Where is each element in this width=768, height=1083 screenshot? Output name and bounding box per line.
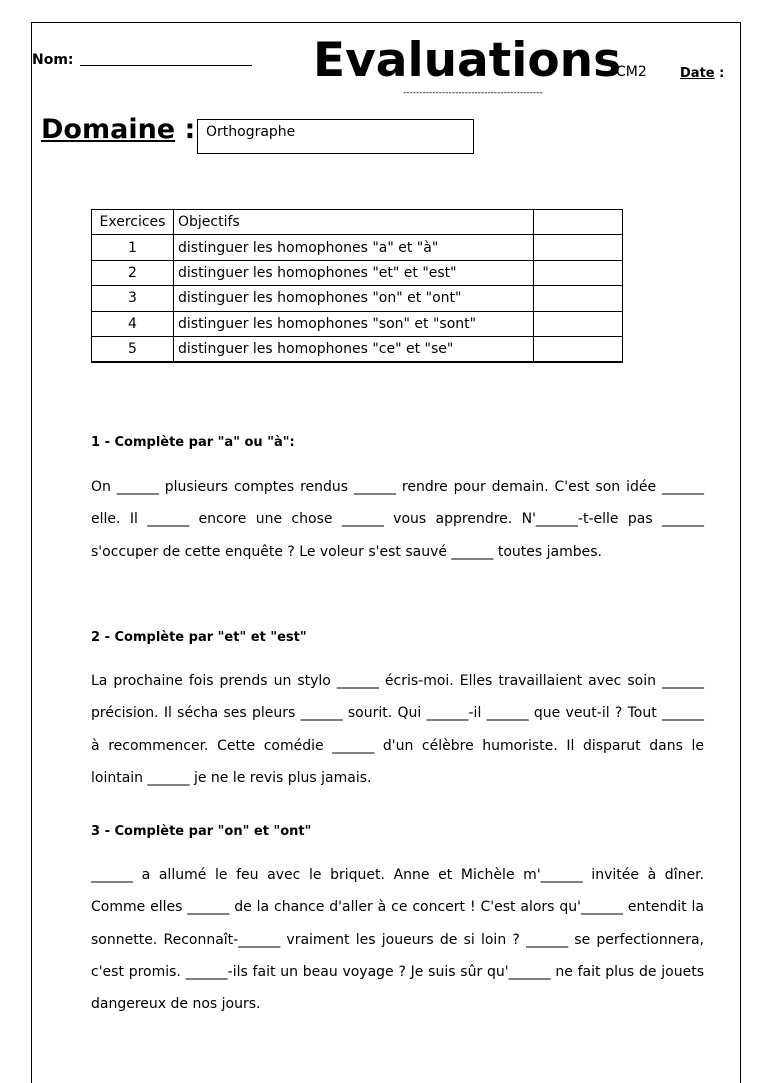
domain-label: Domaine xyxy=(41,114,176,145)
objective-text: distinguer les homophones "on" et "ont" xyxy=(174,286,534,311)
exercise-number: 2 xyxy=(92,260,174,285)
date-blank-line[interactable]: ------------------------------------------- xyxy=(403,88,543,98)
exercise-2-title: 2 - Complète par "et" et "est" xyxy=(91,630,307,645)
exercise-1-text: On ______ plusieurs comptes rendus ______ rendre pour demain. C'est son idée ______ elle. Il ______ encore une chose ______ vous apprendre. N'______-t-elle pas ______ s'occuper de cette enquête ? Le voleur s'est sauvé ______ toutes jambes. xyxy=(91,479,704,560)
table-header-row xyxy=(92,210,623,235)
objective-text: distinguer les homophones "et" et "est" xyxy=(174,260,534,285)
exercise-1-title: 1 - Complète par "a" ou "à": xyxy=(91,435,295,450)
name-blank-line[interactable] xyxy=(80,65,252,66)
grade-cell[interactable] xyxy=(534,311,623,336)
header-cell-grade xyxy=(534,210,623,235)
header-cell: Objectifs xyxy=(174,210,534,235)
date-colon: : xyxy=(714,66,725,81)
exercise-number: 1 xyxy=(92,235,174,260)
table-row xyxy=(92,336,623,361)
table-row xyxy=(92,235,623,260)
exercise-2-text: La prochaine fois prends un stylo ______ écris-moi. Elles travaillaient avec soin ______ précision. Il sécha ses pleurs ______ sourit. Qui ______-il ______ que veut-il ? Tout ______ à recommencer. Cette comédie ______ d'un célèbre humoriste. Il disparut dans le lointain ______ je ne le revis plus jamais. xyxy=(91,673,704,786)
date-field xyxy=(680,66,724,81)
domain-colon: : xyxy=(175,114,196,145)
class-level: CM2 xyxy=(616,64,647,80)
table-row xyxy=(92,311,623,336)
exercise-number: 5 xyxy=(92,336,174,361)
page-title: Evaluations xyxy=(313,33,622,88)
date-label: Date xyxy=(680,66,715,81)
exercise-3-title: 3 - Complète par "on" et "ont" xyxy=(91,824,312,839)
name-label: Nom: xyxy=(32,52,74,68)
domain-heading xyxy=(41,114,195,145)
header-cell: Exercices xyxy=(92,210,174,235)
grade-cell[interactable] xyxy=(534,286,623,311)
grade-cell[interactable] xyxy=(534,260,623,285)
name-field xyxy=(32,52,252,68)
table-row xyxy=(92,260,623,285)
objective-text: distinguer les homophones "ce" et "se" xyxy=(174,336,534,361)
domain-value-box: Orthographe xyxy=(197,119,474,154)
objective-text: distinguer les homophones "a" et "à" xyxy=(174,235,534,260)
exercise-3-text: ______ a allumé le feu avec le briquet. Anne et Michèle m'______ invitée à dîner. Comme elles ______ de la chance d'aller à ce concert ! C'est alors qu'______ entendit la sonnette. Reconnaît-______ vraiment les joueurs de si loin ? ______ se perfectionnera, c'est promis. ______-ils fait un beau voyage ? Je suis sûr qu'______ ne fait plus de jouets dangereux de nos jours. xyxy=(91,867,704,1013)
exercise-number: 4 xyxy=(92,311,174,336)
exercise-number: 3 xyxy=(92,286,174,311)
grade-cell[interactable] xyxy=(534,235,623,260)
objective-text: distinguer les homophones "son" et "sont" xyxy=(174,311,534,336)
objectives-table xyxy=(91,209,623,363)
table-row xyxy=(92,286,623,311)
grade-cell[interactable] xyxy=(534,336,623,361)
